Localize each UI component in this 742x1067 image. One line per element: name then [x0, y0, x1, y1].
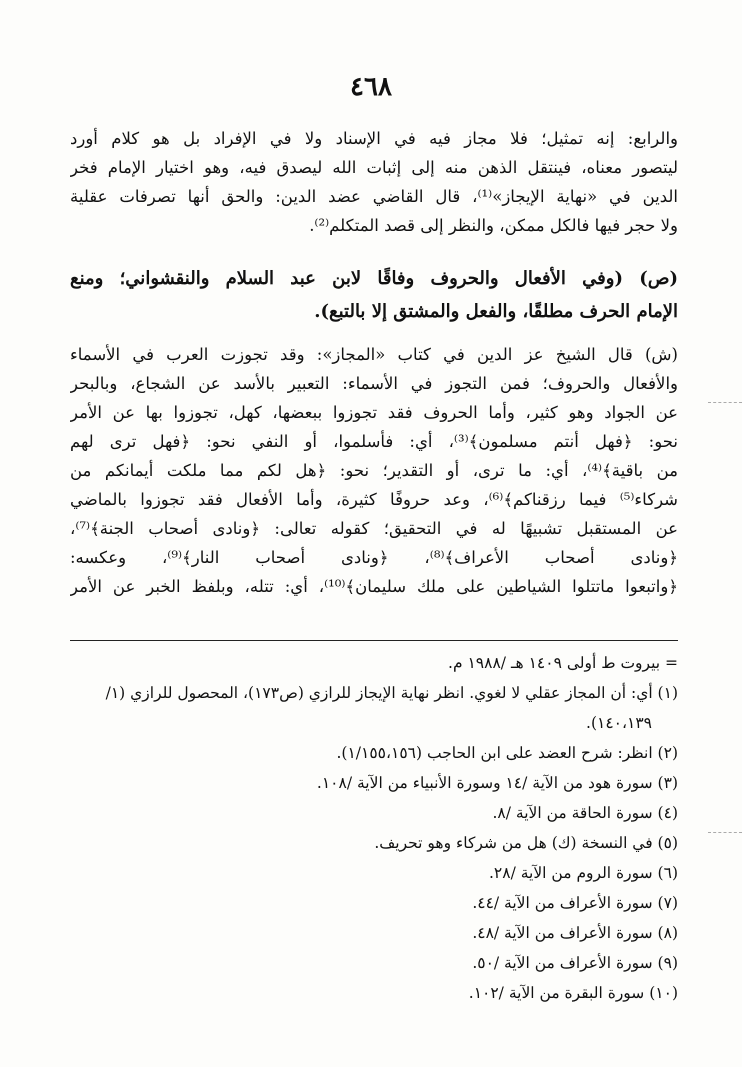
footnote-line: = بيروت ط أولى ١٤٠٩ هـ /١٩٨٨ م.	[448, 654, 678, 672]
footnote-item: (٧) سورة الأعراف من الآية /٤٤.	[472, 894, 678, 912]
footnote-item: (١) أي: أن المجاز عقلي لا لغوي. انظر نهاية الإيجاز للرازي (ص١٧٣)، المحصول للرازي (١/	[105, 684, 678, 702]
footnote-item: (٣) سورة هود من الآية /١٤ وسورة الأنبياء من الآية /١٠٨.	[316, 774, 678, 792]
text-line: (ص) (وفي الأفعال والحروف وفاقًا لابن عبد السلام والنقشواني؛ ومنع	[70, 268, 678, 289]
paragraph-fourth-view	[70, 124, 678, 240]
matn-paragraph	[70, 262, 678, 328]
text-line: ﴿ونادى أصحاب الأعراف﴾⁽⁸⁾، ﴿ونادى أصحاب النار﴾⁽⁹⁾، وعكسه:	[70, 548, 678, 567]
footnote-item: (٦) سورة الروم من الآية /٢٨.	[488, 864, 678, 882]
footnote-item: (٨) سورة الأعراف من الآية /٤٨.	[472, 924, 678, 942]
footnote-divider	[70, 640, 678, 641]
text-line: من باقية﴾⁽⁴⁾، أي: ما ترى، أو التقدير؛ نحو: ﴿هل لكم مما ملكت أيمانكم من	[70, 461, 678, 480]
text-line: الدين في «نهاية الإيجاز»⁽¹⁾، قال القاضي عضد الدين: والحق أنها تصرفات عقلية	[70, 187, 678, 206]
footnote-item: (١٠) سورة البقرة من الآية /١٠٢.	[468, 984, 678, 1002]
text-line: شركاء⁽⁵⁾ فيما رزقناكم﴾⁽⁶⁾، وعد حروفًا كثيرة، وأما الأفعال فقد تجوزوا بالماضي	[70, 490, 678, 509]
footnote-item: ١٤٠،١٣٩).	[586, 714, 652, 732]
text-line: والأفعال والحروف؛ فمن التجوز في الأسماء: التعبير بالأسد عن الشجاع، وبالبحر	[70, 374, 678, 393]
text-line: الإمام الحرف مطلقًا، والفعل والمشتق إلا بالتبع).	[314, 301, 678, 322]
footnote-item: (٩) سورة الأعراف من الآية /٥٠.	[472, 954, 678, 972]
text-line: عن الجواد وهو كثير، وأما الحروف فقد تجوزوا ببعضها، كهل، تجوزوا بها عن الأمر	[70, 403, 678, 422]
footnote-item: (٥) في النسخة (ك) هل من شركاء وهو تحريف.	[374, 834, 678, 852]
scan-margin-mark	[708, 832, 742, 833]
footnote-item: (٤) سورة الحاقة من الآية /٨.	[492, 804, 678, 822]
page-number: ٤٦٨	[350, 72, 392, 102]
text-line: (ش) قال الشيخ عز الدين في كتاب «المجاز»: وقد تجوزت العرب في الأسماء	[70, 345, 678, 364]
text-line: والرابع: إنه تمثيل؛ فلا مجاز فيه في الإسناد ولا في الإفراد بل هو كلام أورد	[70, 129, 678, 148]
text-line: نحو: ﴿فهل أنتم مسلمون﴾⁽³⁾، أي: فأسلموا، أو النفي نحو: ﴿فهل ترى لهم	[70, 432, 678, 451]
footnote-item: (٢) انظر: شرح العضد على ابن الحاجب (١/١٥٥،١٥٦).	[336, 744, 678, 762]
text-line: ليتصور معناه، فينتقل الذهن منه إلى إثبات الله ليصدق فيه، وهو اختيار الإمام فخر	[70, 158, 678, 177]
sharh-paragraph	[70, 340, 678, 601]
footnotes-list	[70, 678, 678, 1008]
text-line: ﴿واتبعوا ماتتلوا الشياطين على ملك سليمان﴾⁽¹⁰⁾، أي: تتله، وبلفظ الخبر عن الأمر	[70, 577, 678, 596]
text-line: ولا حجر فيها فالكل ممكن، والنظر إلى قصد المتكلم⁽²⁾.	[309, 216, 678, 235]
scan-margin-mark	[708, 402, 742, 403]
footnote-continuation	[70, 648, 678, 678]
text-line: عن المستقبل تشبيهًا له في التحقيق؛ كقوله تعالى: ﴿ونادى أصحاب الجنة﴾⁽⁷⁾،	[70, 519, 678, 538]
